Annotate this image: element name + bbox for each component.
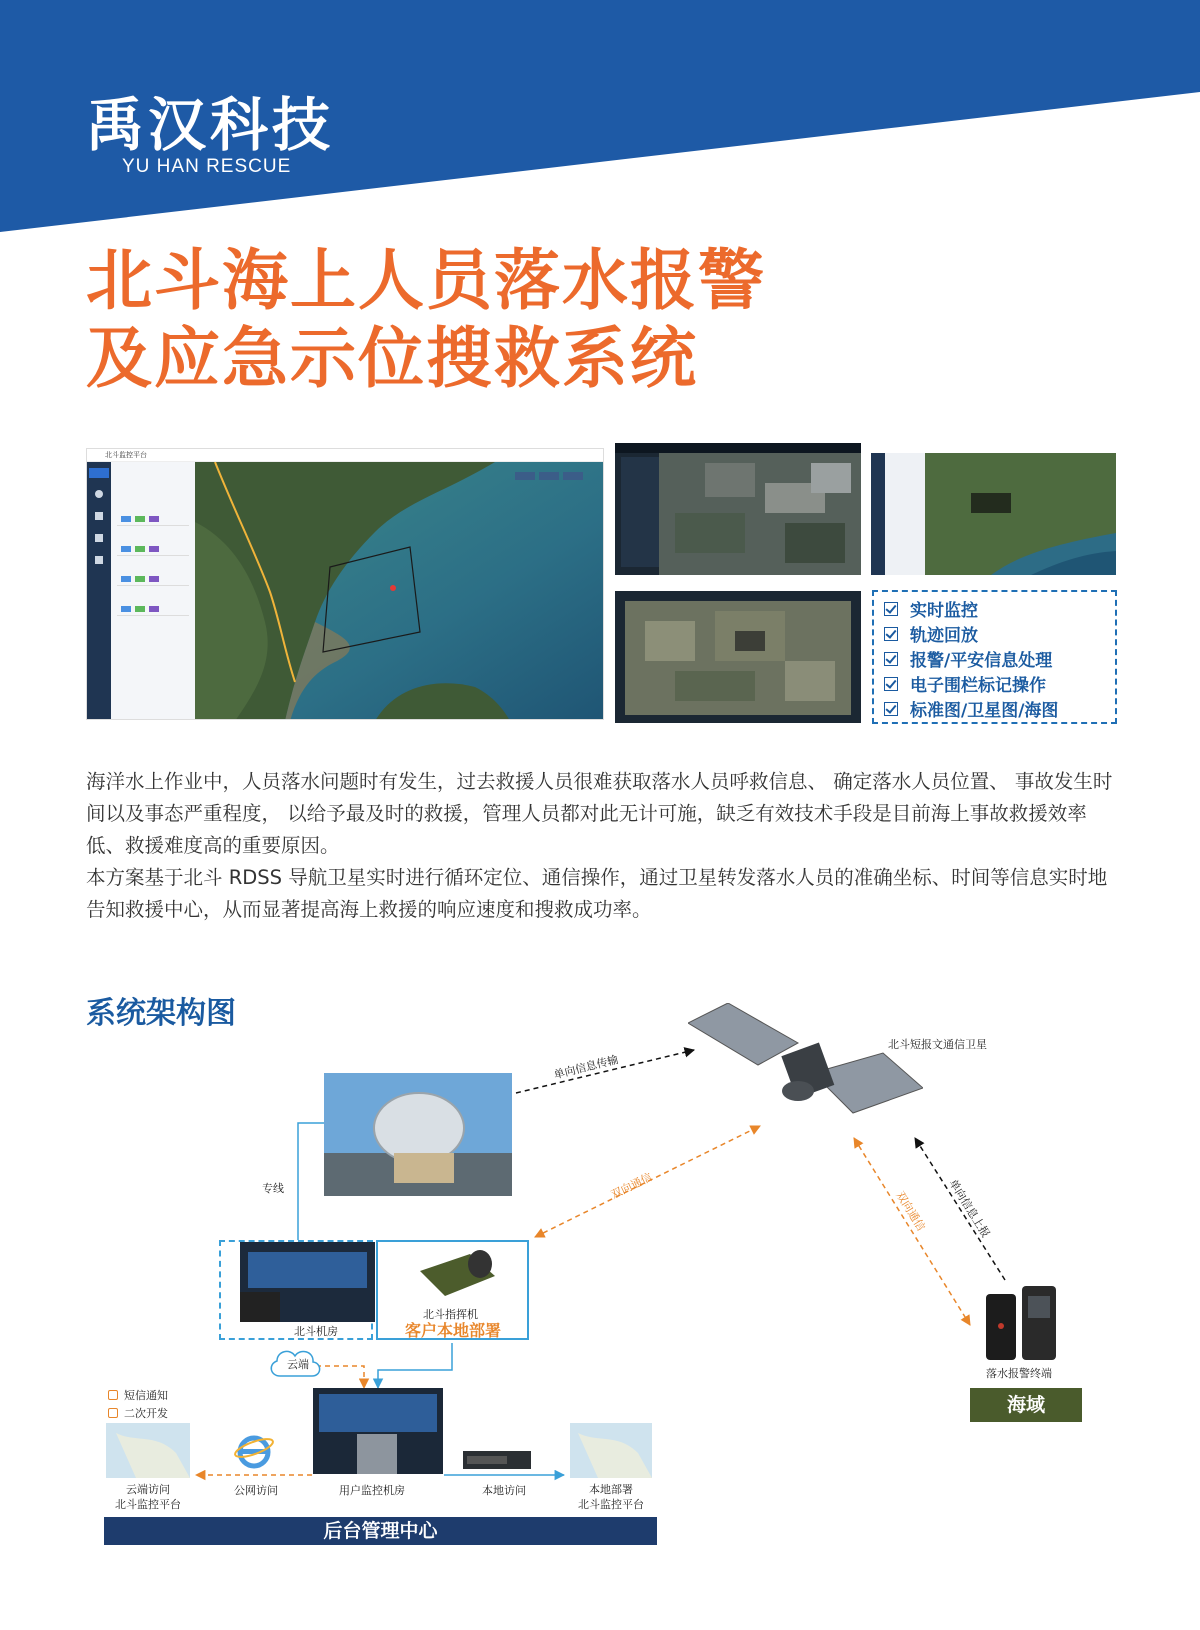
browser-icon bbox=[234, 1432, 274, 1470]
customer-local-label: 客户本地部署 bbox=[404, 1321, 501, 1340]
cloud-access-monitor-image bbox=[106, 1423, 190, 1478]
oneway-transmit-label: 单向信息传输 bbox=[552, 1052, 620, 1082]
beidou-room-image bbox=[240, 1242, 375, 1322]
oneway-report-label: 单向信息上报 bbox=[946, 1177, 993, 1240]
local-deploy-label: 本地部署 北斗监控平台 bbox=[578, 1483, 644, 1511]
command-machine-image bbox=[410, 1246, 500, 1301]
brand-slogan: YU HAN RESCUE bbox=[122, 156, 292, 177]
user-monitor-room-label: 用户监控机房 bbox=[339, 1484, 405, 1497]
twoway-left-label: 双向通信 bbox=[608, 1170, 655, 1202]
sea-area-bar: 海域 bbox=[970, 1388, 1082, 1422]
public-access-label: 公网访问 bbox=[234, 1484, 278, 1497]
satellite-label: 北斗短报文通信卫星 bbox=[888, 1038, 987, 1051]
ground-station-image bbox=[324, 1073, 512, 1196]
notice-list bbox=[108, 1386, 168, 1422]
command-machine-label: 北斗指挥机 bbox=[423, 1308, 478, 1321]
feature-item: 报警/平安信息处理 bbox=[884, 646, 1115, 671]
beidou-room-label: 北斗机房 bbox=[294, 1325, 338, 1338]
local-server-image bbox=[463, 1451, 531, 1469]
alarm-terminal-image bbox=[984, 1286, 1058, 1362]
notice-item: 短信通知 bbox=[108, 1386, 168, 1404]
code-icon bbox=[108, 1408, 118, 1418]
intro-paragraph-2: 本方案基于北斗 RDSS 导航卫星实时进行循环定位、通信操作，通过卫星转发落水人员的准确坐标、时间等信息实时地告知救援中心，从而显著提高海上救援的响应速度和搜救成功率。 bbox=[86, 866, 1108, 921]
cloud-label: 云端 bbox=[287, 1358, 309, 1371]
feature-item: 标准图/卫星图/海图 bbox=[884, 696, 1115, 721]
user-monitor-room-image bbox=[313, 1388, 443, 1474]
feature-item: 电子围栏标记操作 bbox=[884, 671, 1115, 696]
page-title-line2: 及应急示位搜救系统 bbox=[86, 320, 698, 397]
feature-item: 轨迹回放 bbox=[884, 621, 1115, 646]
notice-item: 二次开发 bbox=[108, 1404, 168, 1422]
feature-item: 实时监控 bbox=[884, 596, 1115, 621]
cloud-access-label: 云端访问 北斗监控平台 bbox=[115, 1483, 181, 1511]
local-access-label: 本地访问 bbox=[482, 1484, 526, 1497]
window-title: 北斗监控平台 bbox=[105, 451, 147, 459]
section-title: 系统架构图 bbox=[86, 996, 236, 1031]
dedicated-line-label: 专线 bbox=[262, 1182, 284, 1195]
backend-center-bar: 后台管理中心 bbox=[104, 1517, 657, 1545]
twoway-right-label: 双向通信 bbox=[893, 1189, 928, 1234]
intro-paragraph-1: 海洋水上作业中，人员落水问题时有发生，过去救援人员很难获取落水人员呼救信息、 确定落水人员位置、 事故发生时间以及事态严重程度， 以给予最及时的救援，管理人员都对此无计可施，缺乏有效技术手段是目前海上事故救援效率低、救援难度高的重要原因。 bbox=[86, 770, 1113, 857]
brand-name: 禹汉科技 bbox=[86, 91, 335, 159]
local-deploy-monitor-image bbox=[570, 1423, 652, 1478]
page-title-line1: 北斗海上人员落水报警 bbox=[86, 242, 766, 319]
satellite-image bbox=[688, 1003, 923, 1123]
alarm-terminal-label: 落水报警终端 bbox=[986, 1367, 1052, 1380]
message-icon bbox=[108, 1390, 118, 1400]
